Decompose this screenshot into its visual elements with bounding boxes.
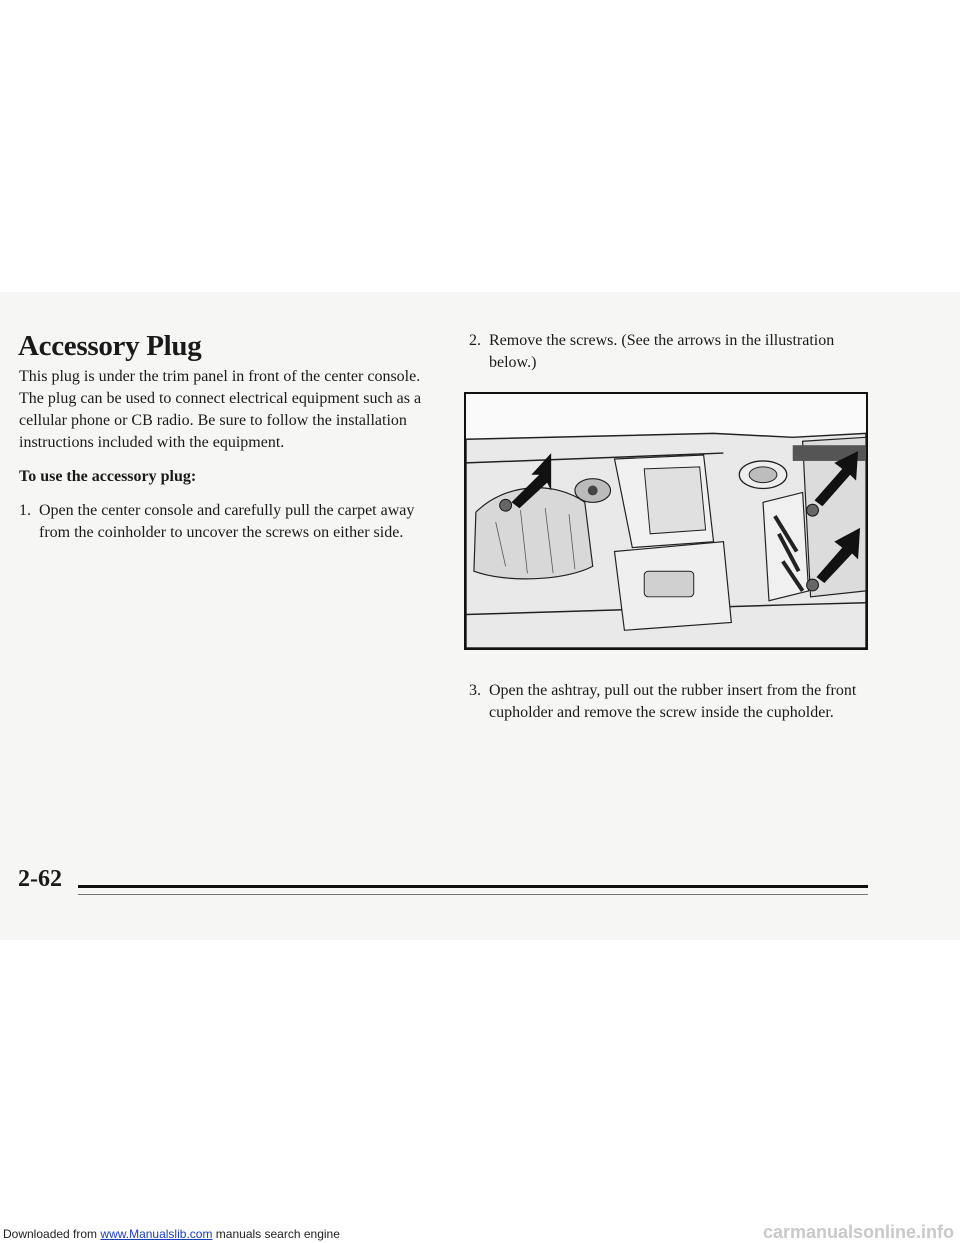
site-watermark: carmanualsonline.info bbox=[762, 1222, 954, 1242]
step-text: Remove the screws. (See the arrows in the illustration below.) bbox=[489, 332, 835, 371]
step-text: Open the center console and carefully pull the carpet away from the coinholder to uncover the screws on either side. bbox=[39, 502, 415, 541]
section-title: Accessory Plug bbox=[18, 330, 202, 362]
step-number: 1. bbox=[19, 502, 31, 519]
step-1 bbox=[19, 500, 429, 544]
console-drawing bbox=[466, 394, 866, 648]
manualslib-link[interactable]: www.Manualslib.com bbox=[100, 1227, 213, 1241]
credit-suffix: manuals search engine bbox=[215, 1227, 340, 1241]
console-illustration bbox=[464, 392, 868, 650]
procedure-heading: To use the accessory plug: bbox=[19, 468, 197, 485]
step-2 bbox=[469, 330, 849, 374]
intro-paragraph: This plug is under the trim panel in front of the center console. The plug can be used to connect electrical equipment such as a cellular phone or CB radio. Be sure to follow the installation instructions included with the equipment. bbox=[19, 368, 422, 451]
step-number: 2. bbox=[469, 332, 481, 349]
page-number: 2-62 bbox=[18, 866, 62, 892]
footer-rule-thin bbox=[78, 894, 868, 895]
download-credit bbox=[3, 1227, 340, 1241]
footer-rule-thick bbox=[78, 885, 868, 888]
step-number: 3. bbox=[469, 682, 481, 699]
step-3 bbox=[469, 680, 879, 724]
step-text: Open the ashtray, pull out the rubber insert from the front cupholder and remove the screw inside the cupholder. bbox=[489, 682, 857, 721]
credit-prefix: Downloaded from bbox=[3, 1227, 98, 1241]
